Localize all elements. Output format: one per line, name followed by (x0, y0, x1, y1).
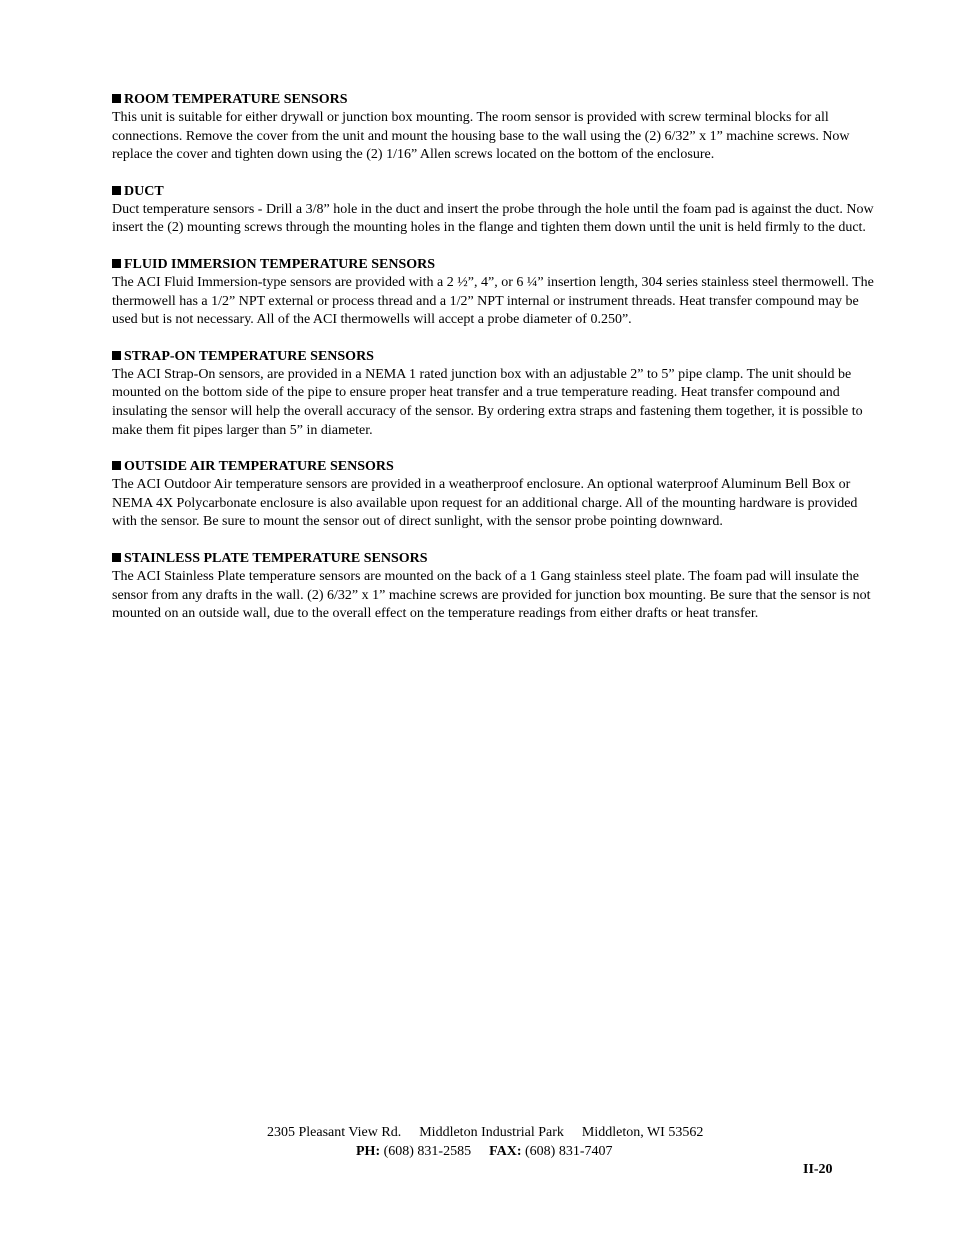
section-body: The ACI Outdoor Air temperature sensors are provided in a weatherproof enclosure. An optional waterproof Aluminum Bell Box or NEMA 4X Polycarbonate enclosure is also available upon request for an additional charge. All of the mounting hardware is provided with the sensor. Be sure to mount the sensor out of direct sunlight, with the sensor probe pointing downward. (112, 477, 858, 530)
square-bullet-icon (112, 351, 121, 360)
section-heading-text: OUTSIDE AIR TEMPERATURE SENSORS (124, 459, 394, 475)
section-heading-text: ROOM TEMPERATURE SENSORS (124, 92, 348, 107)
section-heading (112, 183, 884, 201)
fax-label: FAX: (489, 1144, 522, 1159)
square-bullet-icon (112, 461, 121, 470)
section-stainless-plate-temperature-sensors (112, 550, 884, 624)
section-body: This unit is suitable for either drywall or junction box mounting. The room sensor is provided with screw terminal blocks for all connections. Remove the cover from the unit and mount the housing base to the wall using the (2) 6/32” x 1” machine screws. Now replace the cover and tighten down using the (2) 1/16” Allen screws located on the bottom of the enclosure. (112, 110, 850, 163)
section-body: Duct temperature sensors - Drill a 3/8” hole in the duct and insert the probe through the hole until the foam pad is against the duct. Now insert the (2) mounting screws through the mounting holes in the flange and tighten them down until the unit is held firmly to the duct. (112, 201, 874, 236)
footer-street: 2305 Pleasant View Rd. (267, 1125, 402, 1140)
square-bullet-icon (112, 186, 121, 195)
section-strap-on-temperature-sensors (112, 348, 884, 440)
section-body: The ACI Fluid Immersion-type sensors are provided with a 2 ½”, 4”, or 6 ¼” insertion length, 304 series stainless steel thermowell. The thermowell has a 1/2” NPT external or process thread and a 1/2” NPT internal or instrument threads. Heat transfer compound may be used but is not necessary. All of the ACI thermowells will accept a probe diameter of 0.250”. (112, 274, 874, 328)
section-fluid-immersion-temperature-sensors (112, 256, 884, 330)
footer-city: Middleton, WI 53562 (581, 1125, 704, 1140)
phone-number: (608) 831-2585 (383, 1144, 472, 1159)
footer-contact (356, 1143, 613, 1161)
section-body: The ACI Strap-On sensors, are provided in a NEMA 1 rated junction box with an adjustable 2” to 5” pipe clamp. The unit should be mounted on the bottom side of the pipe to ensure proper heat transfer and a true temperature reading. Heat transfer compound and insulating the sensor will help the overall accuracy of the sensor. By ordering extra straps and fastening them together, it is possible to make them fit pipes larger than 5” in diameter. (112, 366, 863, 438)
footer-park: Middleton Industrial Park (419, 1125, 564, 1140)
square-bullet-icon (112, 259, 121, 268)
page-number: II-20 (803, 1162, 833, 1177)
section-heading (112, 458, 884, 476)
document-content (112, 91, 884, 642)
section-heading-text: STRAP-ON TEMPERATURE SENSORS (124, 348, 374, 364)
section-body: The ACI Stainless Plate temperature sensors are mounted on the back of a 1 Gang stainless steel plate. The foam pad will insulate the sensor from any drafts in the wall. (2) 6/32” x 1” machine screws are provided for junction box mounting. Be sure that the sensor is not mounted on an outside wall, due to the overall effect on the temperature readings from either drafts or heat transfer. (112, 568, 871, 622)
section-outside-air-temperature-sensors (112, 458, 884, 532)
section-heading-text: FLUID IMMERSION TEMPERATURE SENSORS (124, 256, 436, 272)
footer-address (267, 1124, 703, 1142)
square-bullet-icon (112, 94, 121, 103)
section-heading (112, 348, 884, 366)
section-heading-text: STAINLESS PLATE TEMPERATURE SENSORS (124, 550, 428, 566)
section-room-temperature-sensors (112, 91, 884, 165)
square-bullet-icon (112, 553, 121, 562)
section-duct (112, 183, 884, 238)
section-heading (112, 91, 884, 109)
section-heading (112, 550, 884, 568)
section-heading-text: DUCT (124, 183, 164, 199)
fax-number: (608) 831-7407 (525, 1144, 613, 1159)
section-heading (112, 256, 884, 274)
phone-label: PH: (356, 1144, 381, 1159)
